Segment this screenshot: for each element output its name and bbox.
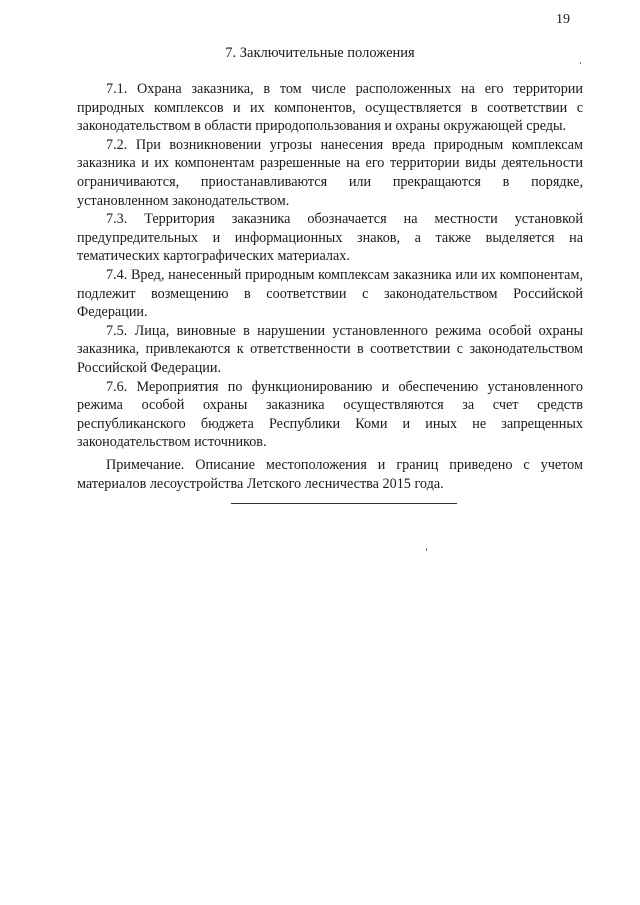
note-block bbox=[77, 456, 583, 493]
paragraph-7-1: 7.1. Охрана заказника, в том числе расположенных на его территории природных комплексов и их компонентов, осуществляется в соответствии с законодательством в области природопользования и охраны окружающей среды. bbox=[77, 81, 583, 135]
document-body bbox=[77, 80, 583, 452]
paragraph-7-4: 7.4. Вред, нанесенный природным комплексам заказника или их компонентам, подлежит возмещению в соответствии с законодательством Российской Федерации. bbox=[77, 266, 583, 321]
section-title: 7. Заключительные положения bbox=[225, 45, 415, 61]
paragraph-7-6: 7.6. Мероприятия по функционированию и обеспечению установленного режима особой охраны заказника осуществляются за счет средств республиканского бюджета Республики Коми и иных не запрещенных законодательством источников. bbox=[77, 378, 583, 451]
scan-speck bbox=[580, 62, 581, 64]
note-paragraph: Примечание. Описание местоположения и границ приведено с учетом материалов лесоустройства Летского лесничества 2015 года. bbox=[77, 457, 583, 492]
paragraph-7-3: 7.3. Территория заказника обозначается на местности установкой предупредительных и информационных знаков, а также выделяется на тематических картографических материалах. bbox=[77, 211, 583, 265]
page-number: 19 bbox=[556, 12, 570, 27]
end-separator-line bbox=[231, 503, 457, 504]
paragraph-7-5: 7.5. Лица, виновные в нарушении установленного режима особой охраны заказника, привлекаются к ответственности в соответствии с законодательством Российской Федерации. bbox=[77, 322, 583, 376]
paragraph-7-2: 7.2. При возникновении угрозы нанесения вреда природным комплексам заказника и их компонентам разрешенные на его территории виды деятельности ограничиваются, приостанавливаются или прекращаются в порядке, установленном законодательством. bbox=[77, 136, 583, 209]
scan-speck bbox=[426, 548, 427, 551]
